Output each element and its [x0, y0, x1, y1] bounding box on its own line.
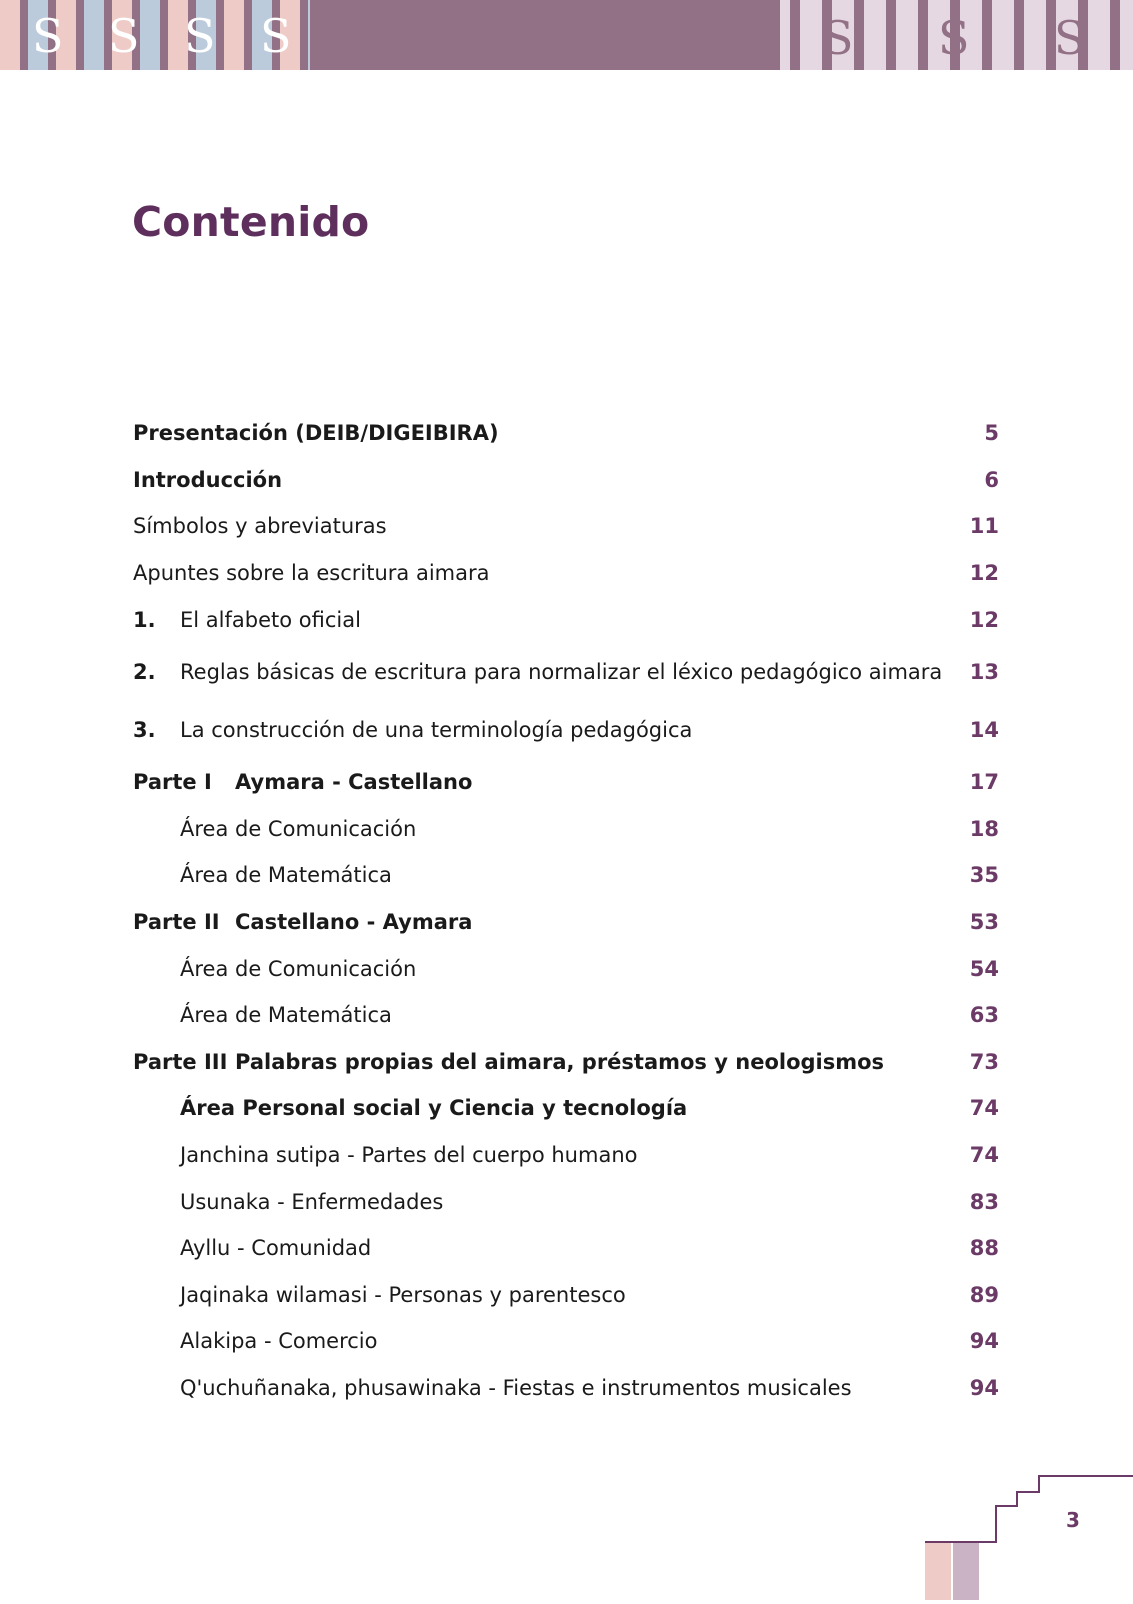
toc-entry-jaqinaka [133, 1272, 999, 1319]
toc-page: 53 [969, 910, 999, 935]
toc-label: Castellano - Aymara [235, 910, 473, 935]
toc-label: Ayllu - Comunidad [180, 1236, 372, 1261]
toc-page: 11 [969, 514, 999, 539]
toc-label: Área de Matemática [180, 1003, 392, 1028]
toc-entry-introduccion [133, 457, 999, 504]
toc-page: 54 [969, 956, 999, 981]
toc-page: 6 [984, 467, 999, 492]
toc-entry-janchina [133, 1132, 999, 1179]
toc-entry-p1-comunicacion [133, 806, 999, 853]
toc-page: 89 [969, 1282, 999, 1307]
toc-entry-area-personal-social [133, 1085, 999, 1132]
svg-text:S: S [938, 11, 970, 65]
toc-label: El alfabeto oficial [180, 607, 361, 632]
toc-entry-p2-matematica [133, 992, 999, 1039]
toc-page: 12 [969, 561, 999, 586]
toc-label: Palabras propias del aimara, préstamos y neologismos [235, 1049, 885, 1074]
decorative-banner [0, 0, 1133, 70]
svg-text:S: S [822, 11, 854, 65]
toc-label: La construcción de una terminología pedagógica [180, 717, 693, 742]
toc-label: Reglas básicas de escritura para normalizar el léxico pedagógico aimara [180, 659, 943, 684]
toc-part: Parte I [133, 770, 212, 795]
toc-label: Área de Comunicación [180, 816, 417, 841]
toc-label: Apuntes sobre la escritura aimara [133, 561, 490, 586]
toc-entry-ayllu [133, 1225, 999, 1272]
toc-label: Usunaka - Enfermedades [180, 1189, 444, 1214]
toc-page: 63 [969, 1003, 999, 1028]
svg-text:S: S [260, 9, 292, 63]
page-title: Contenido [132, 198, 370, 246]
toc-page: 18 [969, 816, 999, 841]
toc-number: 3. [133, 717, 156, 742]
svg-text:S: S [1054, 11, 1086, 65]
toc-entry-alakipa [133, 1318, 999, 1365]
svg-text:S: S [184, 9, 216, 63]
toc-label: Janchina sutipa - Partes del cuerpo humano [180, 1143, 638, 1168]
toc-label: Alakipa - Comercio [180, 1329, 378, 1354]
page-number: 3 [1066, 1508, 1080, 1532]
toc-page: 74 [969, 1143, 999, 1168]
toc-label: Área Personal social y Ciencia y tecnología [180, 1096, 688, 1121]
toc-label: Presentación (DEIB/DIGEIBIRA) [133, 421, 499, 446]
toc-label: Aymara - Castellano [235, 770, 473, 795]
toc-entry-parte-1 [133, 759, 999, 806]
toc-label: Área de Comunicación [180, 956, 417, 981]
toc-entry-presentacion [133, 410, 999, 457]
toc-page: 73 [969, 1049, 999, 1074]
toc-number: 2. [133, 659, 156, 684]
corner-staircase-decoration [913, 1460, 1133, 1600]
toc-page: 88 [969, 1236, 999, 1261]
toc-part: Parte II [133, 910, 220, 935]
svg-text:S: S [108, 9, 140, 63]
toc-page: 5 [984, 421, 999, 446]
toc-label: Introducción [133, 467, 283, 492]
toc-page: 35 [969, 863, 999, 888]
toc-entry-usunaka [133, 1178, 999, 1225]
toc-entry-apuntes [133, 550, 999, 597]
toc-number: 1. [133, 607, 156, 632]
toc-label: Jaqinaka wilamasi - Personas y parentesco [180, 1282, 626, 1307]
toc-page: 12 [969, 607, 999, 632]
toc-entry-p2-comunicacion [133, 945, 999, 992]
toc-entry-quchunanaka [133, 1365, 999, 1412]
toc-page: 94 [969, 1329, 999, 1354]
toc-label: Q'uchuñanaka, phusawinaka - Fiestas e instrumentos musicales [180, 1375, 852, 1400]
toc-label: Símbolos y abreviaturas [133, 514, 387, 539]
toc-label: Área de Matemática [180, 863, 392, 888]
toc-entry-reglas [133, 643, 999, 701]
toc-page: 74 [969, 1096, 999, 1121]
toc-entry-parte-2 [133, 899, 999, 946]
toc-page: 83 [969, 1189, 999, 1214]
toc-entry-p1-matematica [133, 852, 999, 899]
svg-text:S: S [32, 9, 64, 63]
toc-entry-alfabeto [133, 596, 999, 643]
toc-page: 13 [969, 659, 999, 684]
toc-page: 94 [969, 1375, 999, 1400]
toc-entry-parte-3 [133, 1039, 999, 1086]
toc-page: 17 [969, 770, 999, 795]
toc-page: 14 [969, 717, 999, 742]
toc-part: Parte III [133, 1049, 228, 1074]
table-of-contents [133, 410, 999, 1411]
toc-entry-terminologia [133, 701, 999, 759]
toc-entry-simbolos [133, 503, 999, 550]
